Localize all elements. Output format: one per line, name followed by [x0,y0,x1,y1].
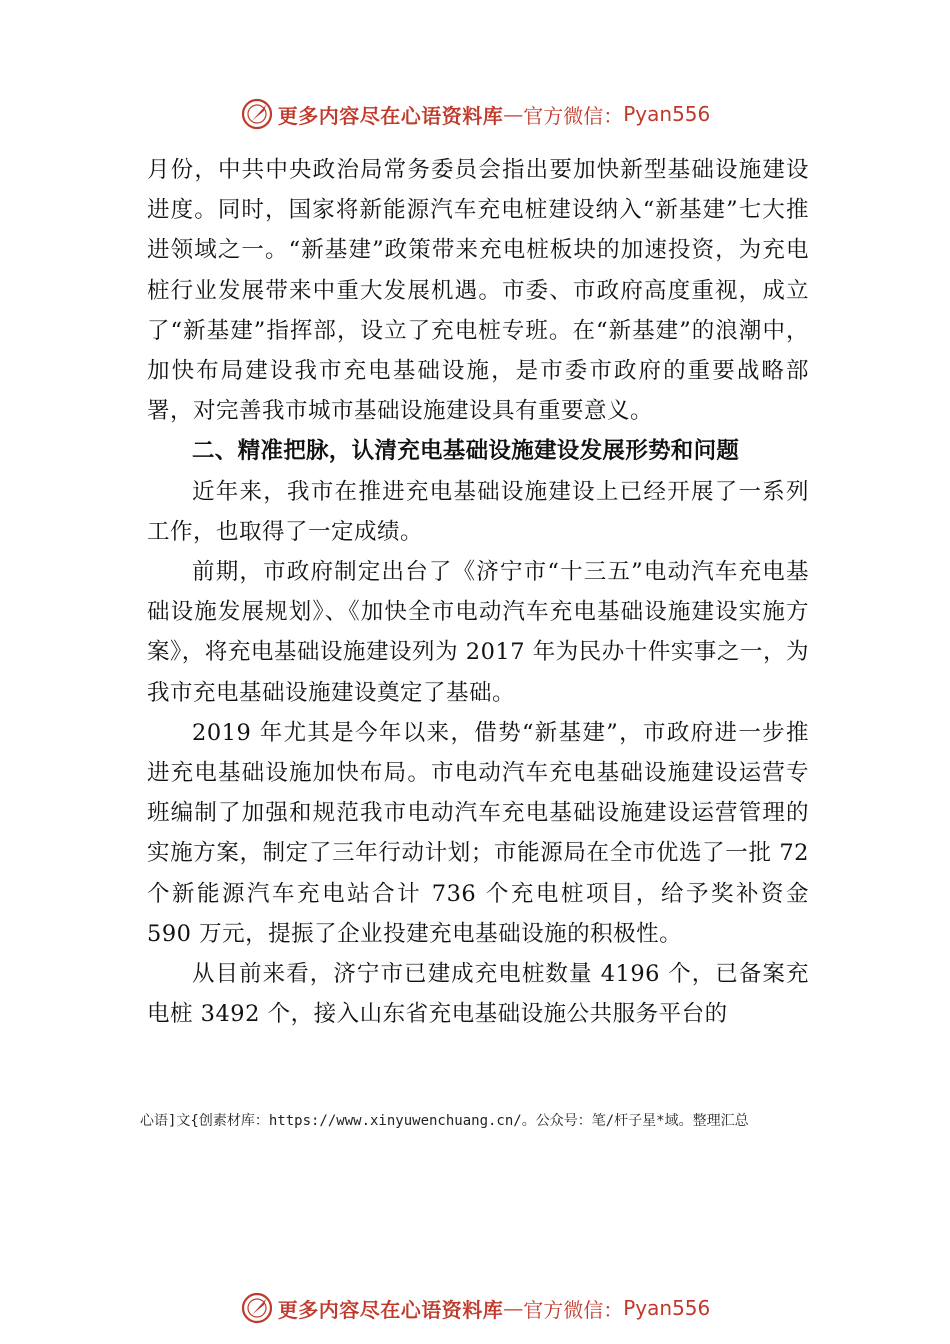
section-heading: 二、精准把脉，认清充电基础设施建设发展形势和问题 [192,438,740,465]
header-watermark [0,96,950,132]
paragraph-2: 近年来，我市在推进充电基础设施建设上已经开展了一系列工作，也取得了一定成绩。 [147,478,809,545]
watermark-wechat-id: Pyan556 [623,1296,711,1320]
footer-watermark [0,1290,950,1326]
footer-source-note: 心语]文{创素材库：https://www.xinyuwenchuang.cn/。公众号：笔/杆子星*域。整理汇总 [140,1113,749,1129]
watermark-wechat-id: Pyan556 [623,102,711,126]
paragraph-5: 从目前来看，济宁市已建成充电桩数量 4196 个，已备案充电桩 3492 个，接入山东省充电基础设施公共服务平台的 [147,961,809,1028]
quill-seal-icon [240,97,274,131]
document-body [147,150,809,1034]
watermark-label: 官方微信： [523,103,624,128]
watermark-separator: — [503,1296,524,1320]
paragraph-3: 前期，市政府制定出台了《济宁市“十三五”电动汽车充电基础设施发展规划》、《加快全市电动汽车充电基础设施建设实施方案》，将充电基础设施建设列为 2017 年为民办十件实事之一，为我市充电基础设施建设奠定了基础。 [147,559,809,706]
paragraph-4: 2019 年尤其是今年以来，借势“新基建”，市政府进一步推进充电基础设施加快布局。市电动汽车充电基础设施建设运营专班编制了加强和规范我市电动汽车充电基础设施建设运营管理的实施方案，制定了三年行动计划；市能源局在全市优选了一批 72 个新能源汽车充电站合计 736 个充电桩项目，给予奖补资金 590 万元，提振了企业投建充电基础设施的积极性。 [147,719,809,947]
watermark-main-text: 更多内容尽在心语资料库 [277,103,504,128]
paragraph-1: 月份，中共中央政治局常务委员会指出要加快新型基础设施建设进度。同时，国家将新能源汽车充电桩建设纳入“新基建”七大推进领域之一。“新基建”政策带来充电桩板块的加速投资，为充电桩行业发展带来中重大发展机遇。市委、市政府高度重视，成立了“新基建”指挥部，设立了充电桩专班。在“新基建”的浪潮中，加快布局建设我市充电基础设施，是市委市政府的重要战略部署，对完善我市城市基础设施建设具有重要意义。 [147,157,809,425]
quill-seal-icon [240,1291,274,1325]
watermark-label: 官方微信： [523,1297,624,1322]
watermark-separator: — [503,102,524,126]
watermark-main-text: 更多内容尽在心语资料库 [277,1297,504,1322]
